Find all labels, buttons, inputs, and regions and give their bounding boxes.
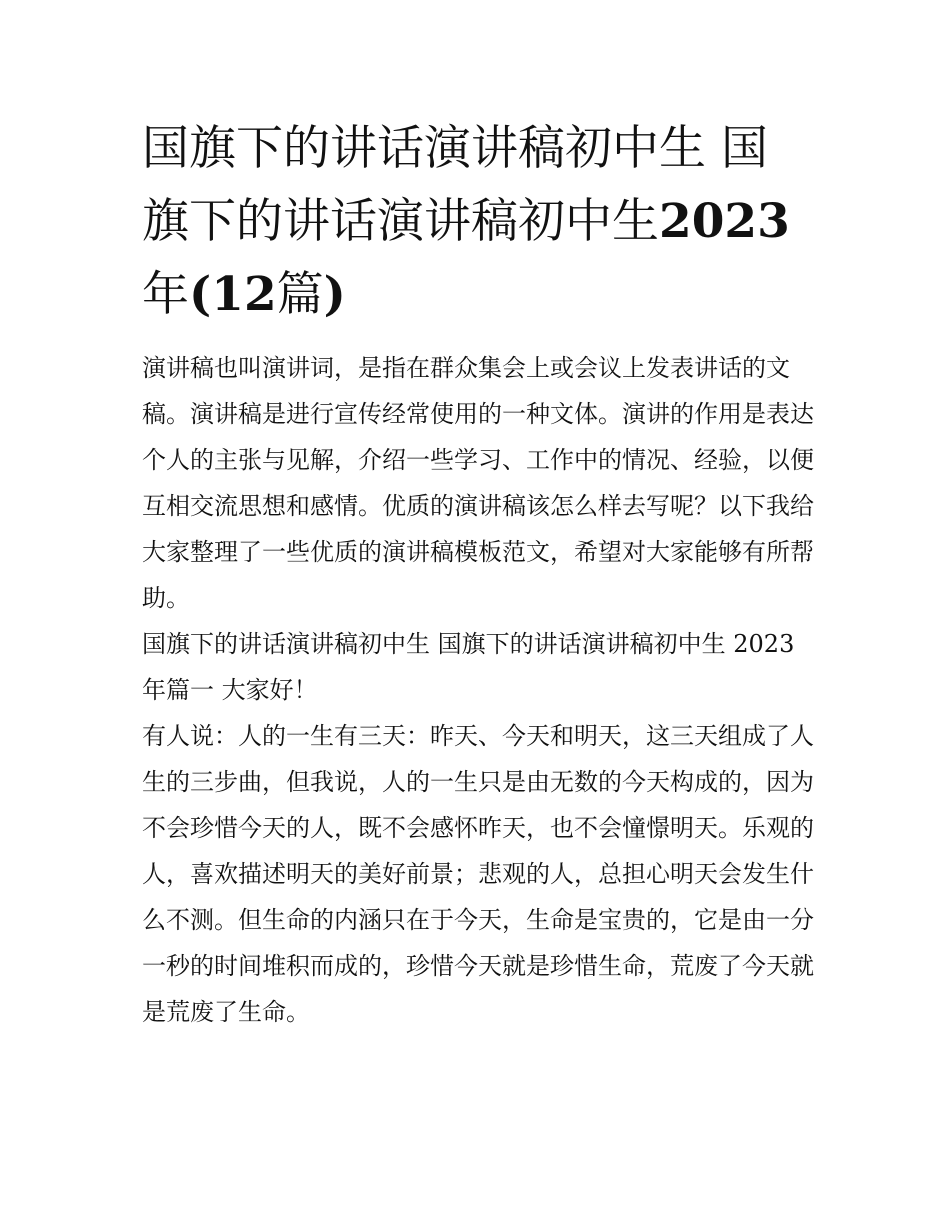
title-text-count-suffix: 篇 <box>276 267 324 322</box>
intro-paragraph: 演讲稿也叫演讲词，是指在群众集会上或会议上发表讲话的文稿。演讲稿是进行宣传经常使用的一种文体。演讲的作用是表达个人的主张与见解，介绍一些学习、工作中的情况、经验，以便互相交流思想和感情。优质的演讲稿该怎么样去写呢？以下我给大家整理了一些优质的演讲稿模板范文，希望对大家能够有所帮助。 <box>142 354 814 612</box>
title-count: (12 <box>189 267 277 322</box>
title-text-year-suffix: 年 <box>142 267 189 322</box>
section-heading-paragraph: 国旗下的讲话演讲稿初中生 国旗下的讲话演讲稿初中生 2023 年篇一 大家好！ <box>142 630 795 704</box>
document-page <box>142 112 814 1035</box>
title-text: 国旗下的讲话演讲稿初中生 国旗下的讲话演讲稿初中生 <box>142 121 768 249</box>
document-title <box>142 112 814 331</box>
body-paragraph: 有人说：人的一生有三天：昨天、今天和明天，这三天组成了人生的三步曲，但我说，人的一生只是由无数的今天构成的，因为不会珍惜今天的人，既不会感怀昨天，也不会憧憬明天。乐观的人，喜欢描述明天的美好前景；悲观的人，总担心明天会发生什么不测。但生命的内涵只在于今天，生命是宝贵的，它是由一分一秒的时间堆积而成的，珍惜今天就是珍惜生命，荒废了今天就是荒废了生命。 <box>142 722 814 1026</box>
title-year: 2023 <box>659 194 790 249</box>
title-close-paren: ) <box>323 267 346 322</box>
